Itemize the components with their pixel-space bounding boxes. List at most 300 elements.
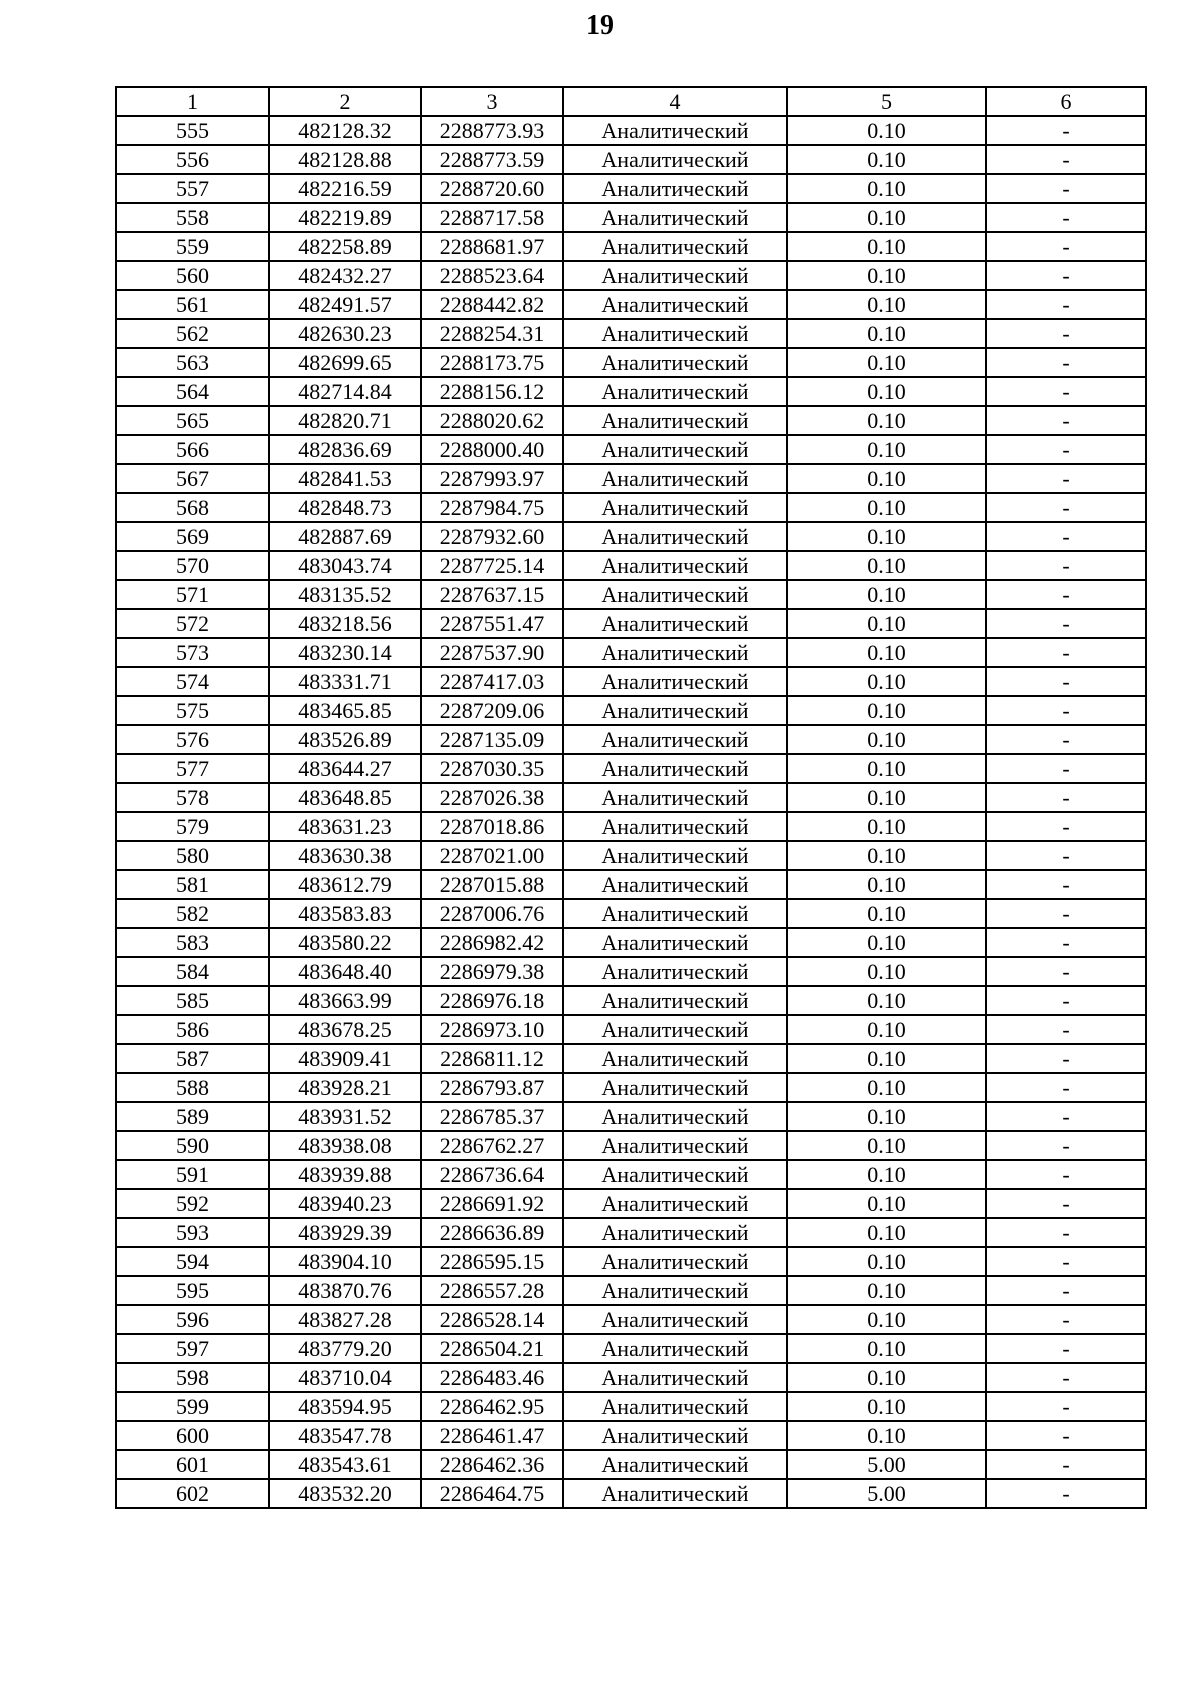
note-cell: -: [986, 1363, 1146, 1392]
accuracy-cell: 5.00: [787, 1479, 986, 1508]
point-number-cell: 555: [116, 116, 269, 145]
x-coordinate-cell: 482128.32: [269, 116, 421, 145]
table-header: [116, 87, 1146, 116]
note-cell: -: [986, 435, 1146, 464]
accuracy-cell: 0.10: [787, 1276, 986, 1305]
point-number-cell: 578: [116, 783, 269, 812]
accuracy-cell: 0.10: [787, 551, 986, 580]
note-cell: -: [986, 1392, 1146, 1421]
point-number-cell: 597: [116, 1334, 269, 1363]
y-coordinate-cell: 2287551.47: [421, 609, 563, 638]
point-number-cell: 591: [116, 1160, 269, 1189]
x-coordinate-cell: 482820.71: [269, 406, 421, 435]
x-coordinate-cell: 482491.57: [269, 290, 421, 319]
x-coordinate-cell: 482714.84: [269, 377, 421, 406]
method-cell: Аналитический: [563, 1160, 787, 1189]
table-row: [116, 1276, 1146, 1305]
note-cell: -: [986, 145, 1146, 174]
accuracy-cell: 0.10: [787, 435, 986, 464]
y-coordinate-cell: 2286973.10: [421, 1015, 563, 1044]
note-cell: -: [986, 522, 1146, 551]
accuracy-cell: 0.10: [787, 1160, 986, 1189]
header-cell: 5: [787, 87, 986, 116]
table-row: [116, 1015, 1146, 1044]
method-cell: Аналитический: [563, 725, 787, 754]
header-cell: 6: [986, 87, 1146, 116]
point-number-cell: 579: [116, 812, 269, 841]
y-coordinate-cell: 2286793.87: [421, 1073, 563, 1102]
point-number-cell: 556: [116, 145, 269, 174]
y-coordinate-cell: 2287993.97: [421, 464, 563, 493]
method-cell: Аналитический: [563, 319, 787, 348]
x-coordinate-cell: 482841.53: [269, 464, 421, 493]
y-coordinate-cell: 2286504.21: [421, 1334, 563, 1363]
point-number-cell: 572: [116, 609, 269, 638]
y-coordinate-cell: 2286976.18: [421, 986, 563, 1015]
note-cell: -: [986, 812, 1146, 841]
table-row: [116, 783, 1146, 812]
method-cell: Аналитический: [563, 1334, 787, 1363]
point-number-cell: 562: [116, 319, 269, 348]
y-coordinate-cell: 2287135.09: [421, 725, 563, 754]
accuracy-cell: 0.10: [787, 928, 986, 957]
method-cell: Аналитический: [563, 493, 787, 522]
x-coordinate-cell: 482432.27: [269, 261, 421, 290]
method-cell: Аналитический: [563, 580, 787, 609]
accuracy-cell: 0.10: [787, 1189, 986, 1218]
y-coordinate-cell: 2287417.03: [421, 667, 563, 696]
method-cell: Аналитический: [563, 783, 787, 812]
y-coordinate-cell: 2288681.97: [421, 232, 563, 261]
note-cell: -: [986, 261, 1146, 290]
point-number-cell: 574: [116, 667, 269, 696]
method-cell: Аналитический: [563, 986, 787, 1015]
point-number-cell: 600: [116, 1421, 269, 1450]
accuracy-cell: 0.10: [787, 754, 986, 783]
accuracy-cell: 0.10: [787, 667, 986, 696]
point-number-cell: 577: [116, 754, 269, 783]
point-number-cell: 567: [116, 464, 269, 493]
y-coordinate-cell: 2287725.14: [421, 551, 563, 580]
y-coordinate-cell: 2286528.14: [421, 1305, 563, 1334]
accuracy-cell: 0.10: [787, 1073, 986, 1102]
y-coordinate-cell: 2286462.36: [421, 1450, 563, 1479]
note-cell: -: [986, 348, 1146, 377]
accuracy-cell: 0.10: [787, 174, 986, 203]
method-cell: Аналитический: [563, 203, 787, 232]
table-row: [116, 1160, 1146, 1189]
point-number-cell: 592: [116, 1189, 269, 1218]
x-coordinate-cell: 483580.22: [269, 928, 421, 957]
note-cell: -: [986, 899, 1146, 928]
x-coordinate-cell: 483779.20: [269, 1334, 421, 1363]
table-row: [116, 1131, 1146, 1160]
method-cell: Аналитический: [563, 1421, 787, 1450]
point-number-cell: 601: [116, 1450, 269, 1479]
point-number-cell: 575: [116, 696, 269, 725]
point-number-cell: 569: [116, 522, 269, 551]
method-cell: Аналитический: [563, 638, 787, 667]
table-row: [116, 1247, 1146, 1276]
x-coordinate-cell: 482216.59: [269, 174, 421, 203]
table-row: [116, 1421, 1146, 1450]
accuracy-cell: 0.10: [787, 1421, 986, 1450]
point-number-cell: 582: [116, 899, 269, 928]
note-cell: -: [986, 1450, 1146, 1479]
accuracy-cell: 0.10: [787, 406, 986, 435]
accuracy-cell: 0.10: [787, 957, 986, 986]
method-cell: Аналитический: [563, 1450, 787, 1479]
accuracy-cell: 0.10: [787, 638, 986, 667]
x-coordinate-cell: 483465.85: [269, 696, 421, 725]
note-cell: -: [986, 232, 1146, 261]
accuracy-cell: 0.10: [787, 696, 986, 725]
point-number-cell: 585: [116, 986, 269, 1015]
x-coordinate-cell: 483547.78: [269, 1421, 421, 1450]
note-cell: -: [986, 377, 1146, 406]
method-cell: Аналитический: [563, 1218, 787, 1247]
x-coordinate-cell: 482258.89: [269, 232, 421, 261]
accuracy-cell: 0.10: [787, 1305, 986, 1334]
note-cell: -: [986, 203, 1146, 232]
y-coordinate-cell: 2286811.12: [421, 1044, 563, 1073]
x-coordinate-cell: 483218.56: [269, 609, 421, 638]
point-number-cell: 595: [116, 1276, 269, 1305]
point-number-cell: 566: [116, 435, 269, 464]
y-coordinate-cell: 2287637.15: [421, 580, 563, 609]
point-number-cell: 593: [116, 1218, 269, 1247]
y-coordinate-cell: 2286785.37: [421, 1102, 563, 1131]
table-row: [116, 986, 1146, 1015]
table-row: [116, 348, 1146, 377]
x-coordinate-cell: 483331.71: [269, 667, 421, 696]
x-coordinate-cell: 482848.73: [269, 493, 421, 522]
x-coordinate-cell: 482887.69: [269, 522, 421, 551]
table-row: [116, 232, 1146, 261]
note-cell: -: [986, 638, 1146, 667]
accuracy-cell: 0.10: [787, 348, 986, 377]
y-coordinate-cell: 2287018.86: [421, 812, 563, 841]
table-row: [116, 551, 1146, 580]
y-coordinate-cell: 2286982.42: [421, 928, 563, 957]
table-row: [116, 580, 1146, 609]
method-cell: Аналитический: [563, 435, 787, 464]
note-cell: -: [986, 1073, 1146, 1102]
table-body: [116, 116, 1146, 1508]
table-row: [116, 1189, 1146, 1218]
x-coordinate-cell: 483043.74: [269, 551, 421, 580]
accuracy-cell: 0.10: [787, 1392, 986, 1421]
x-coordinate-cell: 483612.79: [269, 870, 421, 899]
accuracy-cell: 0.10: [787, 1218, 986, 1247]
accuracy-cell: 0.10: [787, 232, 986, 261]
accuracy-cell: 0.10: [787, 1363, 986, 1392]
point-number-cell: 590: [116, 1131, 269, 1160]
y-coordinate-cell: 2288156.12: [421, 377, 563, 406]
method-cell: Аналитический: [563, 551, 787, 580]
method-cell: Аналитический: [563, 522, 787, 551]
point-number-cell: 563: [116, 348, 269, 377]
note-cell: -: [986, 580, 1146, 609]
y-coordinate-cell: 2286461.47: [421, 1421, 563, 1450]
x-coordinate-cell: 483648.40: [269, 957, 421, 986]
table-row: [116, 1334, 1146, 1363]
point-number-cell: 587: [116, 1044, 269, 1073]
note-cell: -: [986, 841, 1146, 870]
method-cell: Аналитический: [563, 928, 787, 957]
method-cell: Аналитический: [563, 1131, 787, 1160]
y-coordinate-cell: 2287984.75: [421, 493, 563, 522]
y-coordinate-cell: 2288442.82: [421, 290, 563, 319]
point-number-cell: 596: [116, 1305, 269, 1334]
method-cell: Аналитический: [563, 696, 787, 725]
method-cell: Аналитический: [563, 1363, 787, 1392]
x-coordinate-cell: 483929.39: [269, 1218, 421, 1247]
table-row: [116, 754, 1146, 783]
accuracy-cell: 0.10: [787, 1044, 986, 1073]
x-coordinate-cell: 482219.89: [269, 203, 421, 232]
note-cell: -: [986, 493, 1146, 522]
accuracy-cell: 0.10: [787, 290, 986, 319]
header-cell: 3: [421, 87, 563, 116]
accuracy-cell: 0.10: [787, 116, 986, 145]
table-row: [116, 696, 1146, 725]
accuracy-cell: 0.10: [787, 986, 986, 1015]
point-number-cell: 561: [116, 290, 269, 319]
x-coordinate-cell: 482836.69: [269, 435, 421, 464]
table-row: [116, 522, 1146, 551]
x-coordinate-cell: 483870.76: [269, 1276, 421, 1305]
note-cell: -: [986, 1160, 1146, 1189]
y-coordinate-cell: 2286557.28: [421, 1276, 563, 1305]
point-number-cell: 564: [116, 377, 269, 406]
note-cell: -: [986, 1276, 1146, 1305]
point-number-cell: 583: [116, 928, 269, 957]
note-cell: -: [986, 754, 1146, 783]
note-cell: -: [986, 319, 1146, 348]
point-number-cell: 581: [116, 870, 269, 899]
header-cell: 1: [116, 87, 269, 116]
note-cell: -: [986, 551, 1146, 580]
x-coordinate-cell: 483526.89: [269, 725, 421, 754]
method-cell: Аналитический: [563, 841, 787, 870]
note-cell: -: [986, 928, 1146, 957]
accuracy-cell: 0.10: [787, 261, 986, 290]
x-coordinate-cell: 483644.27: [269, 754, 421, 783]
point-number-cell: 571: [116, 580, 269, 609]
accuracy-cell: 0.10: [787, 783, 986, 812]
y-coordinate-cell: 2287021.00: [421, 841, 563, 870]
method-cell: Аналитический: [563, 406, 787, 435]
y-coordinate-cell: 2286462.95: [421, 1392, 563, 1421]
page-number: 19: [586, 10, 614, 41]
accuracy-cell: 0.10: [787, 609, 986, 638]
table-row: [116, 290, 1146, 319]
method-cell: Аналитический: [563, 812, 787, 841]
method-cell: Аналитический: [563, 348, 787, 377]
table-row: [116, 812, 1146, 841]
y-coordinate-cell: 2287006.76: [421, 899, 563, 928]
point-number-cell: 586: [116, 1015, 269, 1044]
table-row: [116, 1218, 1146, 1247]
x-coordinate-cell: 483904.10: [269, 1247, 421, 1276]
point-number-cell: 557: [116, 174, 269, 203]
method-cell: Аналитический: [563, 464, 787, 493]
accuracy-cell: 0.10: [787, 203, 986, 232]
note-cell: -: [986, 1218, 1146, 1247]
y-coordinate-cell: 2286691.92: [421, 1189, 563, 1218]
table-row: [116, 1044, 1146, 1073]
point-number-cell: 599: [116, 1392, 269, 1421]
x-coordinate-cell: 483678.25: [269, 1015, 421, 1044]
table-row: [116, 203, 1146, 232]
point-number-cell: 559: [116, 232, 269, 261]
note-cell: -: [986, 1131, 1146, 1160]
method-cell: Аналитический: [563, 377, 787, 406]
header-cell: 4: [563, 87, 787, 116]
x-coordinate-cell: 483230.14: [269, 638, 421, 667]
point-number-cell: 584: [116, 957, 269, 986]
x-coordinate-cell: 482128.88: [269, 145, 421, 174]
point-number-cell: 589: [116, 1102, 269, 1131]
point-number-cell: 580: [116, 841, 269, 870]
accuracy-cell: 0.10: [787, 899, 986, 928]
note-cell: -: [986, 986, 1146, 1015]
header-cell: 2: [269, 87, 421, 116]
method-cell: Аналитический: [563, 116, 787, 145]
x-coordinate-cell: 482630.23: [269, 319, 421, 348]
x-coordinate-cell: 483710.04: [269, 1363, 421, 1392]
table-row: [116, 464, 1146, 493]
accuracy-cell: 0.10: [787, 145, 986, 174]
table-row: [116, 435, 1146, 464]
note-cell: -: [986, 464, 1146, 493]
y-coordinate-cell: 2286762.27: [421, 1131, 563, 1160]
note-cell: -: [986, 1479, 1146, 1508]
point-number-cell: 576: [116, 725, 269, 754]
table-row: [116, 638, 1146, 667]
y-coordinate-cell: 2288020.62: [421, 406, 563, 435]
note-cell: -: [986, 1421, 1146, 1450]
point-number-cell: 594: [116, 1247, 269, 1276]
table-row: [116, 899, 1146, 928]
table-row: [116, 145, 1146, 174]
table-row: [116, 1363, 1146, 1392]
accuracy-cell: 0.10: [787, 522, 986, 551]
y-coordinate-cell: 2287015.88: [421, 870, 563, 899]
table-row: [116, 725, 1146, 754]
note-cell: -: [986, 174, 1146, 203]
table-row: [116, 406, 1146, 435]
method-cell: Аналитический: [563, 1276, 787, 1305]
accuracy-cell: 0.10: [787, 870, 986, 899]
x-coordinate-cell: 483532.20: [269, 1479, 421, 1508]
table-row: [116, 667, 1146, 696]
y-coordinate-cell: 2287537.90: [421, 638, 563, 667]
note-cell: -: [986, 783, 1146, 812]
x-coordinate-cell: 483631.23: [269, 812, 421, 841]
accuracy-cell: 0.10: [787, 580, 986, 609]
accuracy-cell: 0.10: [787, 377, 986, 406]
table-row: [116, 609, 1146, 638]
x-coordinate-cell: 483648.85: [269, 783, 421, 812]
method-cell: Аналитический: [563, 290, 787, 319]
x-coordinate-cell: 483543.61: [269, 1450, 421, 1479]
accuracy-cell: 0.10: [787, 1247, 986, 1276]
note-cell: -: [986, 1102, 1146, 1131]
method-cell: Аналитический: [563, 899, 787, 928]
y-coordinate-cell: 2287932.60: [421, 522, 563, 551]
x-coordinate-cell: 483827.28: [269, 1305, 421, 1334]
y-coordinate-cell: 2288000.40: [421, 435, 563, 464]
method-cell: Аналитический: [563, 1305, 787, 1334]
y-coordinate-cell: 2288254.31: [421, 319, 563, 348]
accuracy-cell: 0.10: [787, 812, 986, 841]
point-number-cell: 560: [116, 261, 269, 290]
accuracy-cell: 0.10: [787, 725, 986, 754]
y-coordinate-cell: 2288720.60: [421, 174, 563, 203]
x-coordinate-cell: 483663.99: [269, 986, 421, 1015]
y-coordinate-cell: 2286636.89: [421, 1218, 563, 1247]
note-cell: -: [986, 406, 1146, 435]
table-row: [116, 1479, 1146, 1508]
accuracy-cell: 0.10: [787, 841, 986, 870]
table-row: [116, 1305, 1146, 1334]
y-coordinate-cell: 2286736.64: [421, 1160, 563, 1189]
method-cell: Аналитический: [563, 232, 787, 261]
x-coordinate-cell: 483928.21: [269, 1073, 421, 1102]
point-number-cell: 558: [116, 203, 269, 232]
note-cell: -: [986, 667, 1146, 696]
y-coordinate-cell: 2286979.38: [421, 957, 563, 986]
table-row: [116, 493, 1146, 522]
table-row: [116, 174, 1146, 203]
accuracy-cell: 0.10: [787, 493, 986, 522]
point-number-cell: 568: [116, 493, 269, 522]
y-coordinate-cell: 2286483.46: [421, 1363, 563, 1392]
accuracy-cell: 0.10: [787, 1334, 986, 1363]
method-cell: Аналитический: [563, 1247, 787, 1276]
method-cell: Аналитический: [563, 1102, 787, 1131]
note-cell: -: [986, 290, 1146, 319]
x-coordinate-cell: 483938.08: [269, 1131, 421, 1160]
x-coordinate-cell: 483630.38: [269, 841, 421, 870]
table-row: [116, 261, 1146, 290]
point-number-cell: 598: [116, 1363, 269, 1392]
table-row: [116, 319, 1146, 348]
x-coordinate-cell: 483135.52: [269, 580, 421, 609]
x-coordinate-cell: 482699.65: [269, 348, 421, 377]
y-coordinate-cell: 2287026.38: [421, 783, 563, 812]
y-coordinate-cell: 2288773.59: [421, 145, 563, 174]
note-cell: -: [986, 1189, 1146, 1218]
note-cell: -: [986, 116, 1146, 145]
table-row: [116, 928, 1146, 957]
coordinates-table: [115, 86, 1147, 1509]
x-coordinate-cell: 483594.95: [269, 1392, 421, 1421]
method-cell: Аналитический: [563, 1073, 787, 1102]
accuracy-cell: 5.00: [787, 1450, 986, 1479]
y-coordinate-cell: 2288523.64: [421, 261, 563, 290]
table-row: [116, 1102, 1146, 1131]
table-row: [116, 1392, 1146, 1421]
note-cell: -: [986, 957, 1146, 986]
method-cell: Аналитический: [563, 609, 787, 638]
method-cell: Аналитический: [563, 667, 787, 696]
point-number-cell: 573: [116, 638, 269, 667]
table-row: [116, 1073, 1146, 1102]
y-coordinate-cell: 2288173.75: [421, 348, 563, 377]
